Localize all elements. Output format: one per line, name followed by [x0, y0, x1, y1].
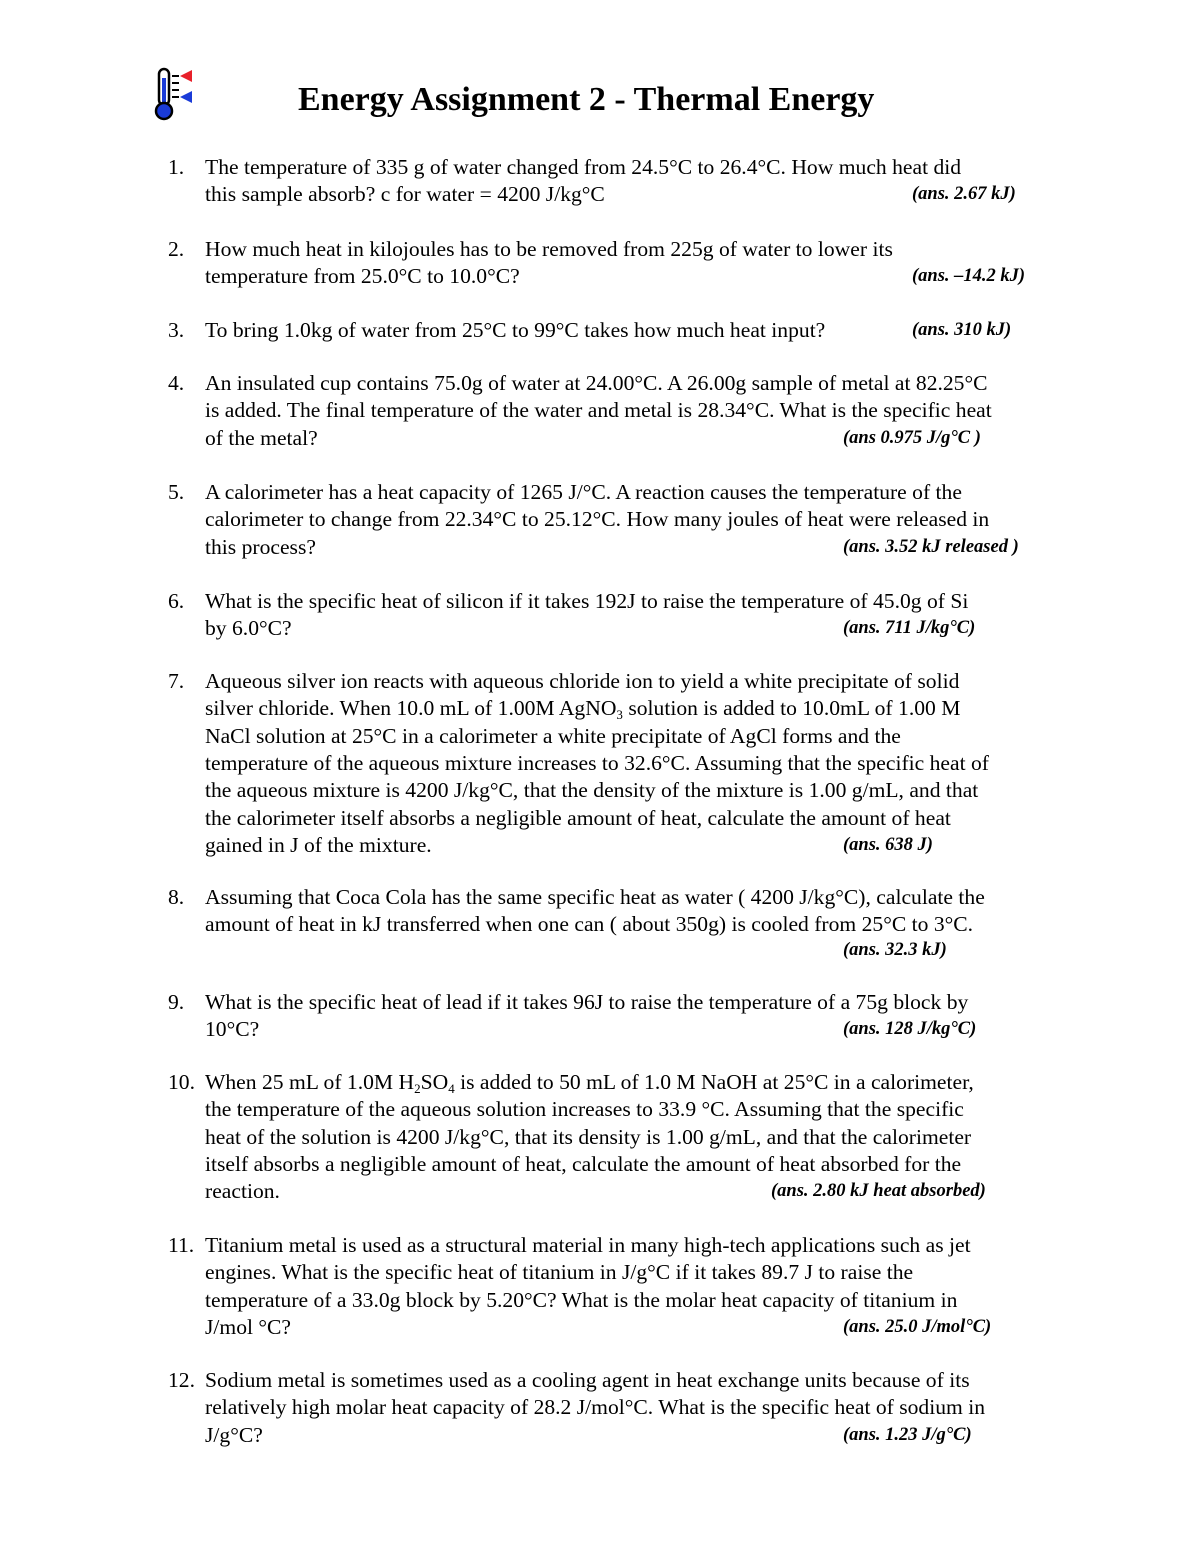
question-number: 6. [168, 589, 185, 613]
question-text: temperature of a 33.0g block by 5.20°C? What is the molar heat capacity of titanium in [205, 1287, 958, 1312]
question-text: When 25 mL of 1.0M H [205, 1070, 415, 1094]
answer: (ans. 32.3 kJ) [843, 940, 947, 960]
question-text: silver chloride. When 10.0 mL of 1.00M AgNO [205, 696, 617, 721]
question-text: An insulated cup contains 75.0g of water at 24.00°C. A 26.00g sample of metal at 82.25°C [205, 371, 988, 395]
question-text: the temperature of the aqueous solution increases to 33.9 °C. Assuming that the specific [205, 1097, 964, 1122]
question-text-line [205, 1069, 974, 1096]
question-text: NaCl solution at 25°C in a calorimeter a white precipitate of AgCl forms and the [205, 723, 901, 748]
question-text: How much heat in kilojoules has to be removed from 225g of water to lower its [205, 237, 893, 261]
question-text: calorimeter to change from 22.34°C to 25.12°C. How many joules of heat were released in [205, 507, 990, 532]
question-text: What is the specific heat of lead if it takes 96J to raise the temperature of a 75g block by [205, 990, 969, 1014]
question-number: 10. [168, 1070, 195, 1094]
question-text: Titanium metal is used as a structural material in many high-tech applications such as jet [205, 1233, 971, 1257]
thermometer-icon [152, 66, 202, 122]
question-text: To bring 1.0kg of water from 25°C to 99°C takes how much heat input? [205, 318, 826, 342]
subscript: 2 [414, 1081, 421, 1096]
question-text: by 6.0°C? [205, 616, 292, 641]
question-number: 2. [168, 237, 185, 261]
question-text: What is the specific heat of silicon if it takes 192J to raise the temperature of 45.0g of Si [205, 589, 969, 613]
answer: (ans. 638 J) [843, 834, 933, 855]
question-text: A calorimeter has a heat capacity of 1265 J/°C. A reaction causes the temperature of the [205, 480, 962, 504]
question-number: 5. [168, 480, 185, 504]
question-number: 8. [168, 885, 185, 909]
question-text: solution is added to 10.0mL of 1.00 M [622, 696, 961, 721]
answer: (ans. 2.80 kJ heat absorbed) [771, 1181, 986, 1202]
question-number: 3. [168, 318, 185, 342]
page-title: Energy Assignment 2 - Thermal Energy [298, 81, 875, 118]
answer: (ans. 128 J/kg°C) [843, 1019, 977, 1040]
answer: (ans. –14.2 kJ) [912, 266, 1026, 287]
question-number: 1. [168, 155, 185, 179]
answer: (ans. 3.52 kJ released ) [843, 536, 1019, 557]
question-text: is added. The final temperature of the water and metal is 28.34°C. What is the specific heat [205, 398, 992, 423]
question-text: temperature from 25.0°C to 10.0°C? [205, 264, 520, 289]
answer: (ans. 2.67 kJ) [912, 184, 1016, 205]
question-text: temperature of the aqueous mixture increases to 32.6°C. Assuming that the specific heat of [205, 750, 989, 775]
question-text: The temperature of 335 g of water changed from 24.5°C to 26.4°C. How much heat did [205, 155, 962, 179]
question-number: 7. [168, 669, 185, 693]
question-text-line [205, 695, 960, 722]
question-text: J/mol °C? [205, 1314, 292, 1339]
answer: (ans. 25.0 J/mol°C) [843, 1316, 992, 1337]
question-text: relatively high molar heat capacity of 28.2 J/mol°C. What is the specific heat of sodium in [205, 1395, 986, 1420]
question-number: 11. [168, 1233, 195, 1257]
question-text: Sodium metal is sometimes used as a cooling agent in heat exchange units because of its [205, 1368, 970, 1392]
question-text: Aqueous silver ion reacts with aqueous chloride ion to yield a white precipitate of solid [205, 669, 960, 693]
question-text: of the metal? [205, 425, 318, 450]
question-text: the aqueous mixture is 4200 J/kg°C, that the density of the mixture is 1.00 g/mL, and that [205, 778, 979, 803]
question-text: the calorimeter itself absorbs a negligible amount of heat, calculate the amount of heat [205, 805, 951, 830]
question-text: this process? [205, 534, 316, 559]
question-text: SO [420, 1070, 449, 1094]
question-text: engines. What is the specific heat of titanium in J/g°C if it takes 89.7 J to raise the [205, 1260, 914, 1285]
question-text: J/g°C? [205, 1422, 263, 1447]
question-text: is added to 50 mL of 1.0 M NaOH at 25°C in a calorimeter, [454, 1070, 974, 1094]
question-number: 9. [168, 990, 185, 1014]
question-text: this sample absorb? c for water = 4200 J/kg°C [205, 182, 605, 207]
question-text: amount of heat in kJ transferred when one can ( about 350g) is cooled from 25°C to 3°C. [205, 912, 974, 937]
question-text: gained in J of the mixture. [205, 832, 432, 857]
question-number: 4. [168, 371, 185, 395]
question-text: heat of the solution is 4200 J/kg°C, that its density is 1.00 g/mL, and that the calorimeter [205, 1124, 972, 1149]
subscript: 3 [616, 707, 623, 723]
answer: (ans 0.975 J/g°C ) [843, 427, 981, 448]
question-text: 10°C? [205, 1017, 260, 1042]
question-number: 12. [168, 1368, 195, 1392]
answer: (ans. 1.23 J/g°C) [843, 1424, 972, 1445]
question-text: reaction. [205, 1179, 280, 1204]
question-text: itself absorbs a negligible amount of heat, calculate the amount of heat absorbed for the [205, 1151, 962, 1176]
subscript: 4 [448, 1081, 455, 1096]
answer: (ans. 711 J/kg°C) [843, 618, 976, 639]
question-text: Assuming that Coca Cola has the same specific heat as water ( 4200 J/kg°C), calculate the [205, 885, 985, 909]
answer: (ans. 310 kJ) [912, 320, 1012, 340]
